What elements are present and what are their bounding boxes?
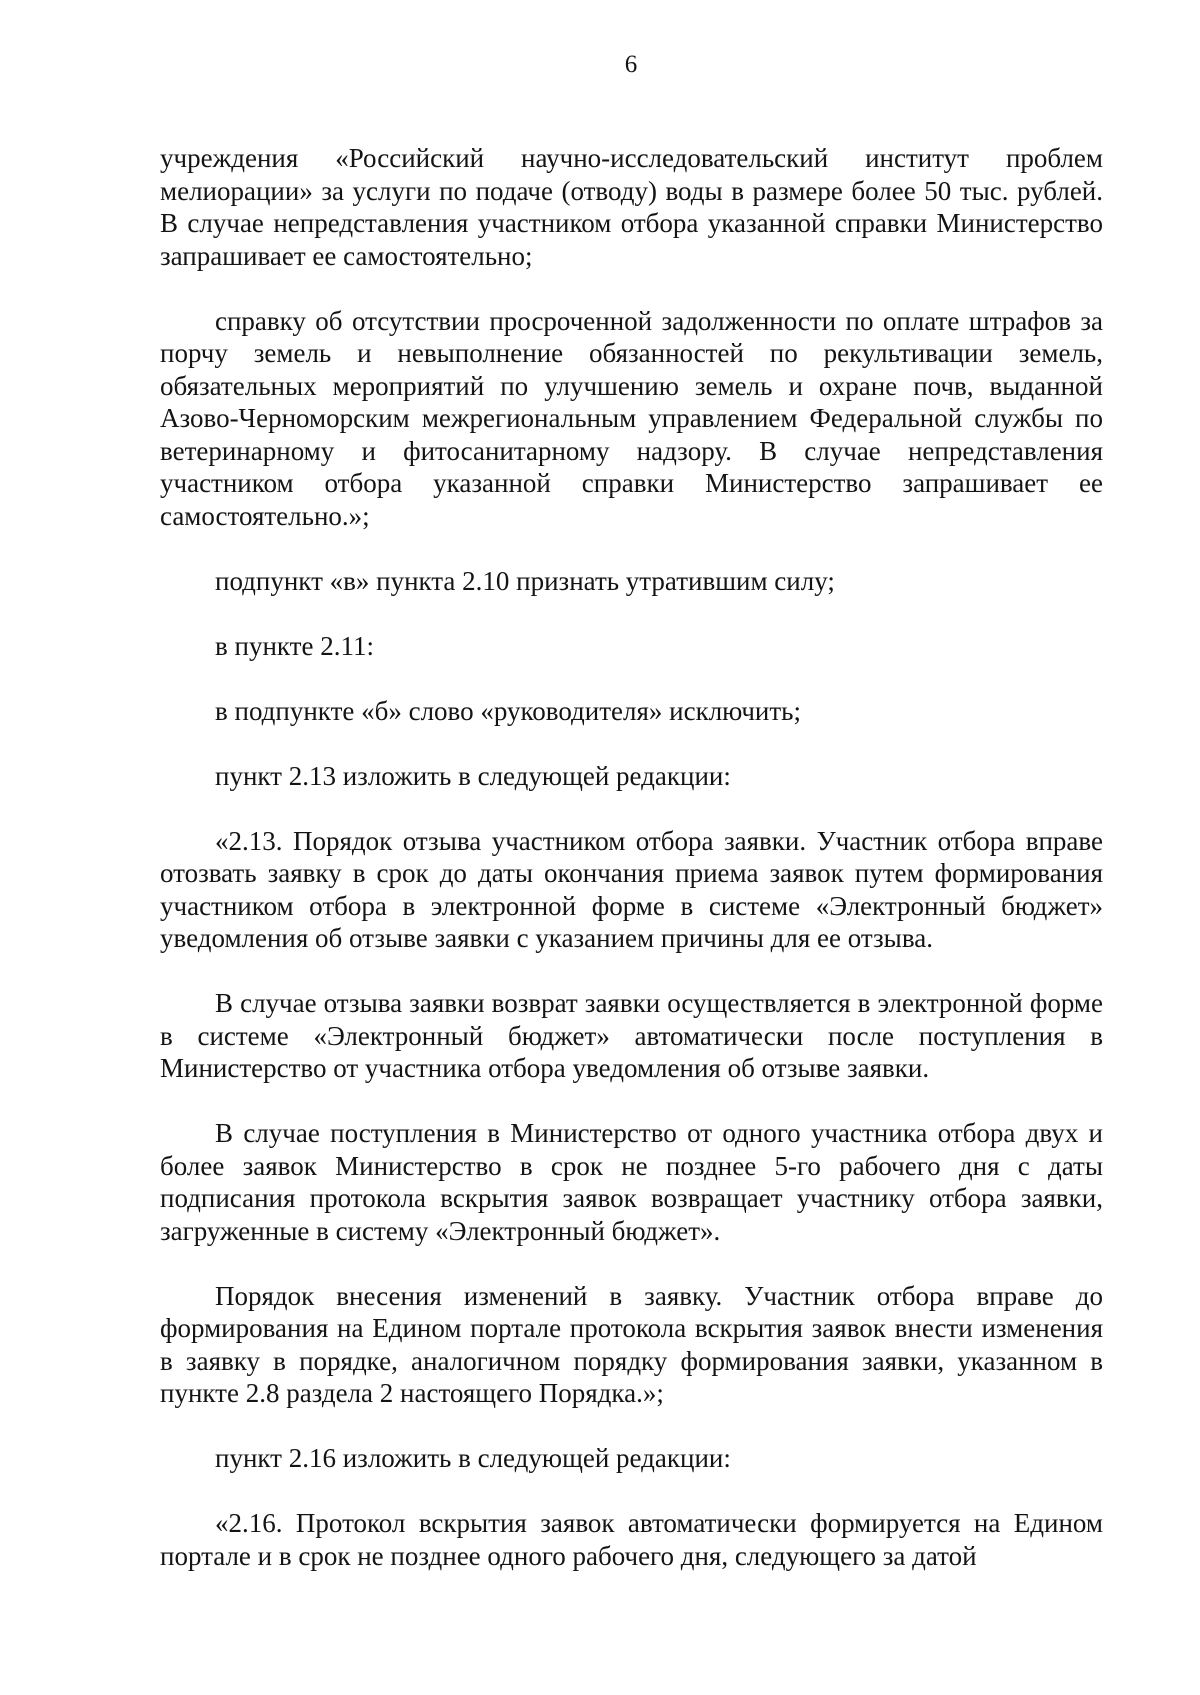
paragraph-multiple-applications: В случае поступления в Министерство от одного участника отбора двух и более заявок Министерство в срок не позднее 5-го рабочего дня с даты подписания протокола вскрытия заявок возвращает участнику отбора заявки, загруженные в систему «Электронный бюджет». (160, 1118, 1103, 1246)
paragraph-item-2-13-text: «2.13. Порядок отзыва участником отбора заявки. Участник отбора вправе отозвать заявку в срок до даты окончания приема заявок путем формирования участником отбора в электронной форме в системе «Электронный бюджет» уведомления об отзыве заявки с указанием причины для ее отзыва. (160, 825, 1103, 953)
paragraph-certificate-fines: справку об отсутствии просроченной задолженности по оплате штрафов за порчу земель и невыполнение обязанностей по рекультивации земель, обязательных мероприятий по улучшению земель и охране почв, выданной Азово-Черноморским межрегиональным управлением Федеральной службы по ветеринарному и фитосанитарному надзору. В случае непредставления участником отбора указанной справки Министерство запрашивает ее самостоятельно.»; (160, 305, 1103, 531)
paragraph-continuation: учреждения «Российский научно-исследовательский институт проблем мелиорации» за услуги по подаче (отводу) воды в размере более 50 тыс. рублей. В случае непредставления участником отбора указанной справки Министерство запрашивает ее самостоятельно; (160, 143, 1103, 271)
paragraph-item-2-11: в пункте 2.11: (215, 630, 374, 661)
paragraph-withdrawal-return: В случае отзыва заявки возврат заявки осуществляется в электронной форме в системе «Электронный бюджет» автоматически после поступления в Министерство от участника отбора уведомления об отзыве заявки. (160, 988, 1103, 1083)
paragraph-subitem-2-10: подпункт «в» пункта 2.10 признать утратившим силу; (215, 565, 835, 596)
page-number: 6 (624, 51, 638, 78)
document-body (160, 142, 1103, 1572)
paragraph-subitem-b: в подпункте «б» слово «руководителя» исключить; (215, 695, 801, 726)
paragraph-item-2-16-intro: пункт 2.16 изложить в следующей редакции: (215, 1443, 731, 1473)
paragraph-item-2-16-text: «2.16. Протокол вскрытия заявок автоматически формируется на Едином портале и в срок не позднее одного рабочего дня, следующего за датой (160, 1508, 1103, 1571)
paragraph-amendment-procedure: Порядок внесения изменений в заявку. Участник отбора вправе до формирования на Едином портале протокола вскрытия заявок внести изменения в заявку в порядке, аналогичном порядку формирования заявки, указанном в пункте 2.8 раздела 2 настоящего Порядка.»; (160, 1280, 1103, 1408)
paragraph-item-2-13-intro: пункт 2.13 изложить в следующей редакции: (215, 760, 731, 791)
